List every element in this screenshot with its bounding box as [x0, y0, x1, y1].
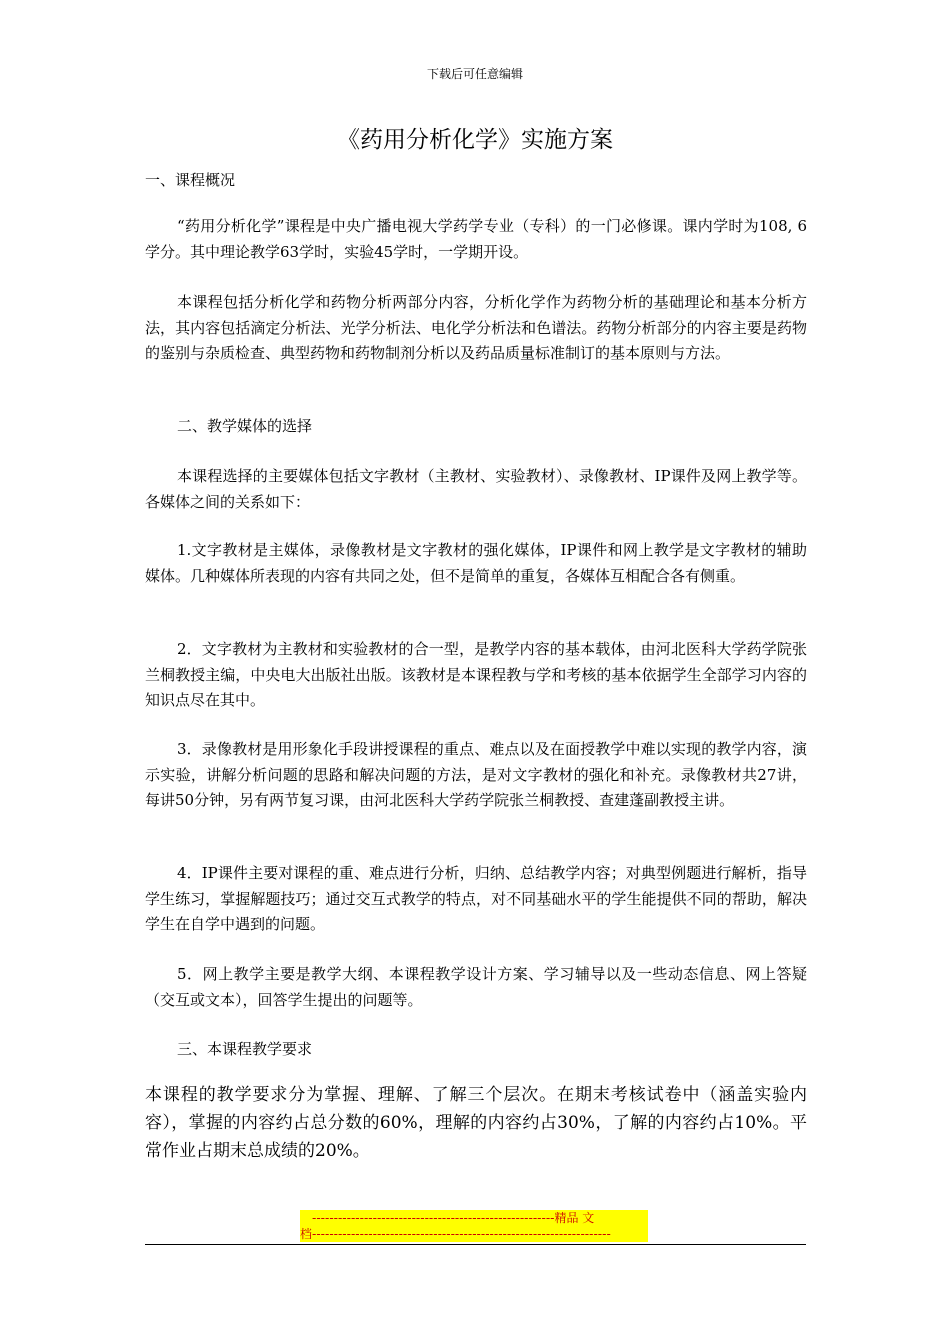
footer-banner-line-1: --------------------------------------------------------精品 文 [312, 1211, 595, 1225]
section-heading-overview: 一、课程概况 [145, 171, 236, 189]
paragraph-media-item-4: 4．IP课件主要对课程的重、难点进行分析，归纳、总结教学内容；对典型例题进行解析，指导学生练习，掌握解题技巧；通过交互式教学的特点，对不同基础水平的学生能提供不同的帮助，解决学生在自学中遇到的问题。 [145, 864, 807, 933]
section-heading-requirements: 三、本课程教学要求 [177, 1040, 313, 1058]
paragraph-overview-2: 本课程包括分析化学和药物分析两部分内容，分析化学作为药物分析的基础理论和基本分析方法，其内容包括滴定分析法、光学分析法、电化学分析法和色谱法。药物分析部分的内容主要是药物的鉴别与杂质检查、典型药物和药物制剂分析以及药品质量标准制订的基本原则与方法。 [145, 293, 807, 362]
footer-watermark-banner [300, 1210, 648, 1242]
paragraph-media-item-5: 5．网上教学主要是教学大纲、本课程教学设计方案、学习辅导以及一些动态信息、网上答疑（交互或文本），回答学生提出的问题等。 [145, 965, 807, 1009]
paragraph-media-item-2: 2．文字教材为主教材和实验教材的合一型，是教学内容的基本载体，由河北医科大学药学院张兰桐教授主编，中央电大出版社出版。该教材是本课程教与学和考核的基本依据学生全部学习内容的知识点尽在其中。 [145, 640, 807, 709]
paragraph-media-intro: 本课程选择的主要媒体包括文字教材（主教材、实验教材）、录像教材、IP课件及网上教学等。各媒体之间的关系如下： [145, 467, 807, 511]
header-note: 下载后可任意编辑 [426, 67, 523, 81]
document-title: 《药用分析化学》实施方案 [337, 127, 613, 153]
paragraph-media-item-1: 1.文字教材是主媒体，录像教材是文字教材的强化媒体，IP课件和网上教学是文字教材的辅助媒体。几种媒体所表现的内容有共同之处，但不是简单的重复，各媒体互相配合各有侧重。 [145, 541, 807, 585]
footer-banner-line-2: 档--------------------------------------------------------------------- [300, 1227, 611, 1241]
paragraph-overview-1: “药用分析化学”课程是中央广播电视大学药学专业（专科）的一门必修课。课内学时为108, 6学分。其中理论教学63学时，实验45学时，一学期开设。 [145, 217, 807, 261]
section-heading-media: 二、教学媒体的选择 [177, 417, 313, 435]
footer-divider [145, 1244, 806, 1245]
paragraph-media-item-3: 3．录像教材是用形象化手段讲授课程的重点、难点以及在面授教学中难以实现的教学内容，演示实验，讲解分析问题的思路和解决问题的方法，是对文字教材的强化和补充。录像教材共27讲，每讲50分钟，另有两节复习课，由河北医科大学药学院张兰桐教授、查建蓬副教授主讲。 [145, 740, 807, 809]
paragraph-requirements: 本课程的教学要求分为掌握、理解、了解三个层次。在期末考核试卷中（涵盖实验内容），掌握的内容约占总分数的60%，理解的内容约占30%，了解的内容约占10%。平常作业占期末总成绩的20%。 [145, 1085, 807, 1161]
